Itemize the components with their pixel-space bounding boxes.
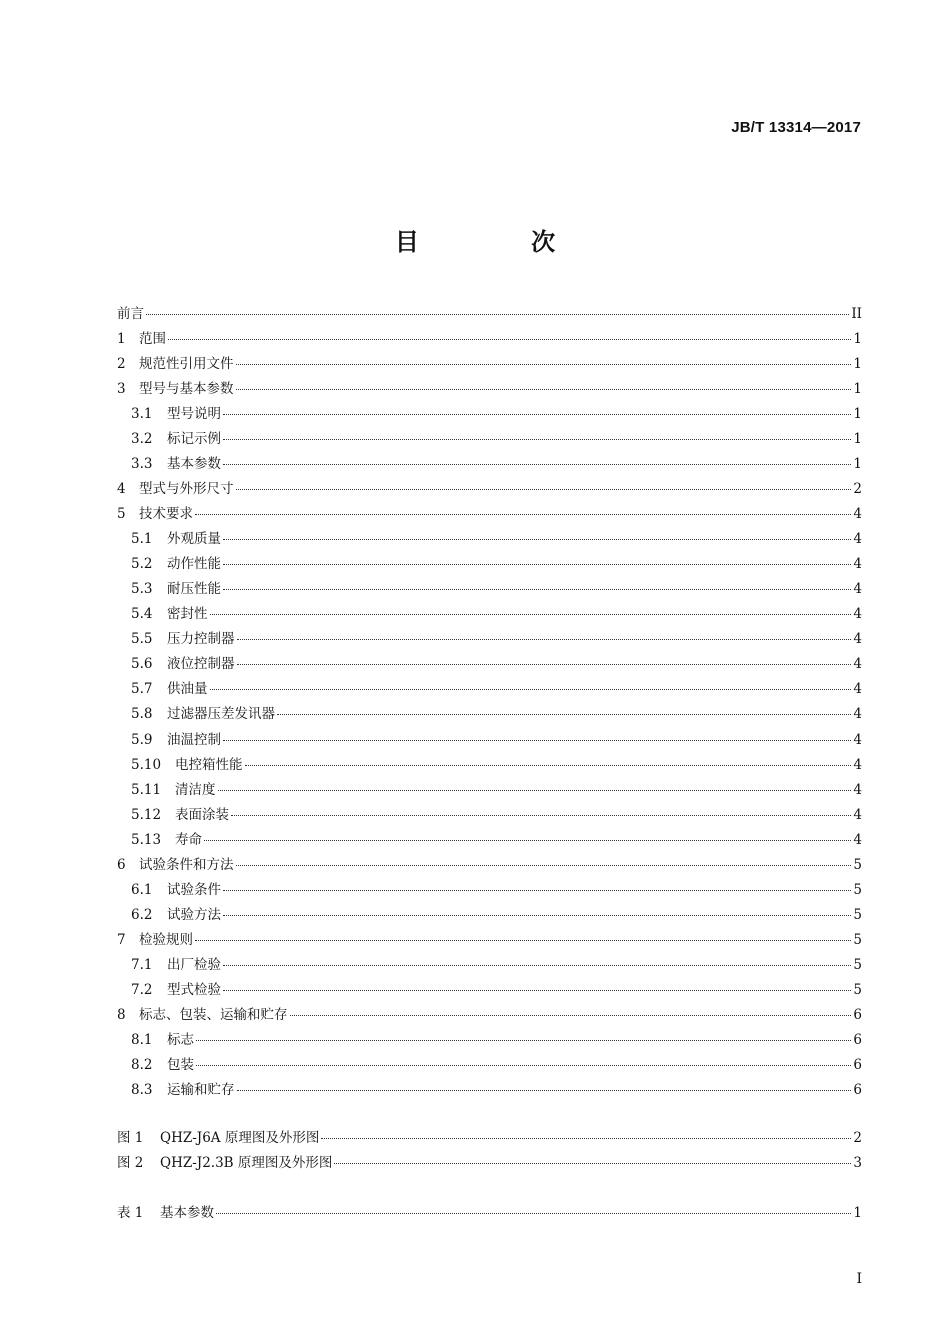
toc-entry-page: 2 xyxy=(853,1130,862,1146)
dot-leader xyxy=(237,664,852,665)
toc-entry-label: 型号与基本参数 xyxy=(139,381,234,398)
toc-entry[interactable] xyxy=(117,577,862,597)
toc-entry-number: 5.2 xyxy=(131,556,153,573)
toc-entry-page: 6 xyxy=(853,1056,862,1073)
toc-entry[interactable] xyxy=(117,502,862,522)
toc-entry-page: 5 xyxy=(853,906,862,923)
toc-entry[interactable] xyxy=(117,427,862,447)
toc-entry-number: 5.6 xyxy=(131,656,153,673)
page-title: 目 次 xyxy=(394,228,608,256)
toc-entry-label: QHZ-J6A 原理图及外形图 xyxy=(160,1130,320,1146)
page-number: I xyxy=(856,1271,862,1287)
toc-entry[interactable] xyxy=(117,677,862,697)
dot-leader xyxy=(223,414,851,415)
dot-leader xyxy=(223,464,851,465)
toc-entry-page: 1 xyxy=(853,406,862,423)
toc-entry-page: 5 xyxy=(853,981,862,998)
toc-entry-number: 8.1 xyxy=(131,1031,153,1048)
toc-entry[interactable] xyxy=(117,627,862,647)
toc-entry[interactable] xyxy=(117,377,862,397)
dot-leader xyxy=(223,539,851,540)
toc-entry-number: 3.3 xyxy=(131,456,153,473)
toc-entry-number: 表 1 xyxy=(117,1205,144,1221)
toc-entry-number: 图 2 xyxy=(117,1155,144,1171)
dot-leader xyxy=(168,339,851,340)
toc-entry-label: 规范性引用文件 xyxy=(139,356,234,373)
toc-entry[interactable] xyxy=(117,728,862,748)
dot-leader xyxy=(223,564,851,565)
toc-entry-page: 4 xyxy=(853,731,862,748)
dot-leader xyxy=(245,765,852,766)
toc-entry-label: 标记示例 xyxy=(167,431,221,448)
toc-entry-number: 7 xyxy=(117,931,126,948)
toc-entry-label: 包装 xyxy=(167,1056,194,1073)
toc-entry[interactable] xyxy=(117,1151,862,1171)
toc-entry[interactable] xyxy=(117,477,862,497)
toc-entry-page: 4 xyxy=(853,806,862,823)
toc-entry-page: 4 xyxy=(853,781,862,798)
toc-entry-page: 4 xyxy=(853,556,862,573)
toc-entry-page: 2 xyxy=(853,481,862,498)
toc-entry-number: 5.12 xyxy=(131,806,162,823)
dot-leader xyxy=(237,1090,852,1091)
toc-entry[interactable] xyxy=(117,753,862,773)
dot-leader xyxy=(195,514,851,515)
toc-entry[interactable] xyxy=(117,978,862,998)
toc-entry[interactable] xyxy=(117,853,862,873)
toc-entry-label: 运输和贮存 xyxy=(167,1081,235,1098)
toc-entry-number: 7.2 xyxy=(131,981,153,998)
dot-leader xyxy=(210,689,852,690)
toc-entry-number: 6.2 xyxy=(131,906,153,923)
toc-entry[interactable] xyxy=(117,1003,862,1023)
toc-entry[interactable] xyxy=(117,1126,862,1146)
toc-entry-label: 标志、包装、运输和贮存 xyxy=(139,1006,288,1023)
dot-leader xyxy=(321,1138,851,1139)
toc-entry[interactable] xyxy=(117,903,862,923)
dot-leader xyxy=(218,790,852,791)
standard-code: JB/T 13314—2017 xyxy=(731,119,861,136)
toc-entry-page: 4 xyxy=(853,606,862,623)
toc-entry-label: 表面涂装 xyxy=(175,806,229,823)
toc-entry-number: 2 xyxy=(117,356,126,373)
toc-entry-label: 寿命 xyxy=(175,831,202,848)
toc-entry-page: 1 xyxy=(853,1205,862,1221)
dot-leader xyxy=(204,840,851,841)
toc-entry[interactable] xyxy=(117,527,862,547)
toc-entry[interactable] xyxy=(117,402,862,422)
toc-entry[interactable] xyxy=(117,1201,862,1221)
toc-entry-label: 电控箱性能 xyxy=(175,756,243,773)
toc-entry-label: 耐压性能 xyxy=(167,581,221,598)
dot-leader xyxy=(231,815,851,816)
dot-leader xyxy=(236,865,852,866)
toc-entry-label: 外观质量 xyxy=(167,531,221,548)
toc-entry-page: 1 xyxy=(853,356,862,373)
toc-entry-number: 5.13 xyxy=(131,831,162,848)
dot-leader xyxy=(237,639,852,640)
toc-entry-label: 型式检验 xyxy=(167,981,221,998)
toc-entry-number: 5 xyxy=(117,506,126,523)
toc-entry[interactable] xyxy=(117,828,862,848)
toc-entry-label: 过滤器压差发讯器 xyxy=(167,706,275,723)
dot-leader xyxy=(210,614,852,615)
toc-entry-number: 8.2 xyxy=(131,1056,153,1073)
toc-entry-number: 5.4 xyxy=(131,606,153,623)
toc-entry-label: 试验条件 xyxy=(167,881,221,898)
toc-entry-number: 7.1 xyxy=(131,956,153,973)
toc-entry[interactable] xyxy=(117,1078,862,1098)
toc-entry-page: 4 xyxy=(853,656,862,673)
toc-entry[interactable] xyxy=(117,602,862,622)
dot-leader xyxy=(223,439,851,440)
toc-entry[interactable] xyxy=(117,352,862,372)
toc-entry-number: 3.1 xyxy=(131,406,153,423)
toc-entry-page: 4 xyxy=(853,756,862,773)
toc-entry-page: 6 xyxy=(853,1006,862,1023)
toc-entry[interactable] xyxy=(117,878,862,898)
toc-entry-label: 型号说明 xyxy=(167,406,221,423)
toc-entry-label: 范围 xyxy=(139,331,166,348)
toc-entry-label: 前言 xyxy=(117,306,144,322)
dot-leader xyxy=(216,1213,851,1214)
toc-entry-number: 3.2 xyxy=(131,431,153,448)
toc-entry-number: 8.3 xyxy=(131,1081,153,1098)
toc-entry-label: 油温控制 xyxy=(167,731,221,748)
toc-entry-number: 5.9 xyxy=(131,731,153,748)
toc-entry-page: 1 xyxy=(853,381,862,398)
dot-leader xyxy=(196,1040,851,1041)
toc-entry[interactable] xyxy=(117,953,862,973)
toc-entry-number: 1 xyxy=(117,331,126,348)
toc-entry-page: 1 xyxy=(853,456,862,473)
toc-entry-number: 6.1 xyxy=(131,881,153,898)
dot-leader xyxy=(196,1065,851,1066)
dot-leader xyxy=(223,990,851,991)
dot-leader xyxy=(277,714,851,715)
toc-entry-label: QHZ-J2.3B 原理图及外形图 xyxy=(160,1155,333,1171)
toc-entry-page: 1 xyxy=(853,431,862,448)
toc-entry-number: 5.5 xyxy=(131,631,153,648)
dot-leader xyxy=(334,1163,851,1164)
toc-entry-page: 4 xyxy=(853,831,862,848)
toc-entry-page: 4 xyxy=(853,706,862,723)
toc-entry-page: 5 xyxy=(853,881,862,898)
toc-entry-number: 8 xyxy=(117,1006,126,1023)
toc-entry-label: 动作性能 xyxy=(167,556,221,573)
toc-entry-page: 5 xyxy=(853,856,862,873)
toc-entry-page: 3 xyxy=(853,1155,862,1171)
toc-entry[interactable] xyxy=(117,1028,862,1048)
toc-entry-page: 4 xyxy=(853,681,862,698)
toc-entry-label: 供油量 xyxy=(167,681,208,698)
toc-entry[interactable] xyxy=(117,1053,862,1073)
toc-entry-label: 试验条件和方法 xyxy=(139,856,234,873)
toc-entry[interactable] xyxy=(117,928,862,948)
toc-entry-label: 试验方法 xyxy=(167,906,221,923)
toc-entry-number: 5.11 xyxy=(131,781,162,798)
toc-entry-label: 清洁度 xyxy=(175,781,216,798)
dot-leader xyxy=(236,364,852,365)
dot-leader xyxy=(223,915,851,916)
dot-leader xyxy=(236,489,852,490)
toc-entry-label: 标志 xyxy=(167,1031,194,1048)
toc-entry-label: 基本参数 xyxy=(160,1205,214,1221)
toc-entry-label: 出厂检验 xyxy=(167,956,221,973)
toc-entry-label: 检验规则 xyxy=(139,931,193,948)
dot-leader xyxy=(223,890,851,891)
dot-leader xyxy=(195,940,851,941)
dot-leader xyxy=(223,740,851,741)
toc-entry-page: 4 xyxy=(853,531,862,548)
toc-entry-number: 5.7 xyxy=(131,681,153,698)
toc-entry-label: 密封性 xyxy=(167,606,208,623)
toc-entry-number: 5.8 xyxy=(131,706,153,723)
toc-entry-page: 4 xyxy=(853,581,862,598)
toc-entry[interactable] xyxy=(117,778,862,798)
toc-entry-page: 5 xyxy=(853,931,862,948)
toc-entry-label: 技术要求 xyxy=(139,506,193,523)
toc-entry-number: 5.10 xyxy=(131,756,162,773)
toc-entry-page: 6 xyxy=(853,1081,862,1098)
toc-entry-label: 压力控制器 xyxy=(167,631,235,648)
toc-entry-page: 4 xyxy=(853,506,862,523)
toc-entry[interactable] xyxy=(117,302,862,322)
toc-entry-page: 1 xyxy=(853,331,862,348)
toc-entry-number: 5.3 xyxy=(131,581,153,598)
toc-entry-page: II xyxy=(851,306,862,322)
toc-entry-page: 6 xyxy=(853,1031,862,1048)
toc-entry-number: 4 xyxy=(117,481,126,498)
dot-leader xyxy=(223,965,851,966)
toc-entry-page: 4 xyxy=(853,631,862,648)
dot-leader xyxy=(236,389,852,390)
toc-entry-label: 型式与外形尺寸 xyxy=(139,481,234,498)
toc-entry-number: 6 xyxy=(117,856,126,873)
toc-entry[interactable] xyxy=(117,552,862,572)
toc-entry-page: 5 xyxy=(853,956,862,973)
toc-entry[interactable] xyxy=(117,327,862,347)
dot-leader xyxy=(146,314,849,315)
toc-entry[interactable] xyxy=(117,652,862,672)
toc-entry[interactable] xyxy=(117,452,862,472)
toc-entry-number: 图 1 xyxy=(117,1130,144,1146)
toc-entry-label: 液位控制器 xyxy=(167,656,235,673)
toc-entry[interactable] xyxy=(117,803,862,823)
dot-leader xyxy=(223,589,851,590)
toc-entry-number: 3 xyxy=(117,381,126,398)
dot-leader xyxy=(290,1015,852,1016)
toc-entry-number: 5.1 xyxy=(131,531,153,548)
toc-entry[interactable] xyxy=(117,702,862,722)
toc-entry-label: 基本参数 xyxy=(167,456,221,473)
